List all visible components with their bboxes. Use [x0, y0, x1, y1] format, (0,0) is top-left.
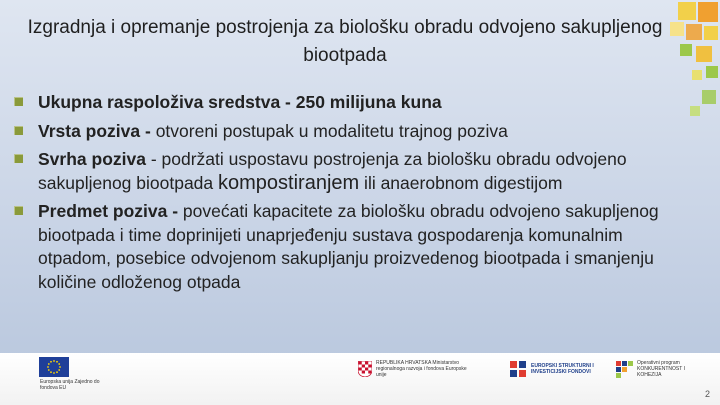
eu-stars-icon	[39, 357, 69, 377]
esi-funds-logo-icon	[508, 359, 528, 379]
page-number: 2	[704, 389, 710, 399]
slide-title: Izgradnja i opremanje postrojenja za biološku obradu odvojeno sakupljenog biootpada	[27, 17, 663, 66]
bullet-item-call-purpose	[14, 148, 674, 195]
bullet-text: otvoreni postupak u modalitetu trajnog poziva	[150, 120, 508, 141]
bullet-item-call-type	[14, 120, 674, 144]
ministry-caption: REPUBLIKA HRVATSKA Ministarstvo regionalnoga razvoja i fondova Europske unije	[376, 360, 467, 378]
bullet-marker-icon	[14, 97, 23, 106]
bullet-text: ili anaerobnom digestijom	[359, 172, 563, 193]
eu-flag-logo	[39, 357, 69, 377]
bullet-text: povećati kapacitete za biološku obradu odvojeno sakupljenog biootpada i time doprinijeti unaprjeđenju sustava gospodarenja komunalnim otpadom, posebice odvojenom sakupljanju proizvedenog biootpada i smanjenju količine odloženog otpada	[38, 201, 659, 292]
bullet-label: Svrha poziva	[38, 149, 146, 169]
bullet-marker-icon	[14, 206, 23, 215]
bullet-label: Predmet poziva -	[38, 201, 179, 221]
bullet-marker-icon	[14, 154, 23, 163]
bullet-marker-icon	[14, 126, 23, 135]
bullet-list	[14, 91, 674, 299]
operational-programme-caption: Operativni program KONKURENTNOST I KOHEZIJA	[637, 360, 685, 378]
bullet-item-funds	[14, 91, 674, 115]
bullet-label: Vrsta poziva -	[38, 120, 151, 141]
esi-funds-caption: EUROPSKI STRUKTURNI I INVESTICIJSKI FONDOVI	[531, 363, 594, 375]
croatian-coat-of-arms-icon	[358, 361, 372, 377]
bullet-text: Ukupna raspoloživa sredstva - 250 milijuna kuna	[38, 92, 442, 112]
bullet-item-call-subject	[14, 200, 674, 294]
eu-caption: Europska unija Zajedno do fondova EU	[40, 379, 100, 391]
bullet-text: - podržati uspostavu postrojenja za biološku obradu odvojeno sakupljenog biootpada	[38, 149, 627, 193]
operational-programme-logo-icon	[614, 359, 634, 379]
logo-bar	[0, 353, 720, 405]
bullet-emphasis: kompostiranjem	[218, 171, 360, 194]
